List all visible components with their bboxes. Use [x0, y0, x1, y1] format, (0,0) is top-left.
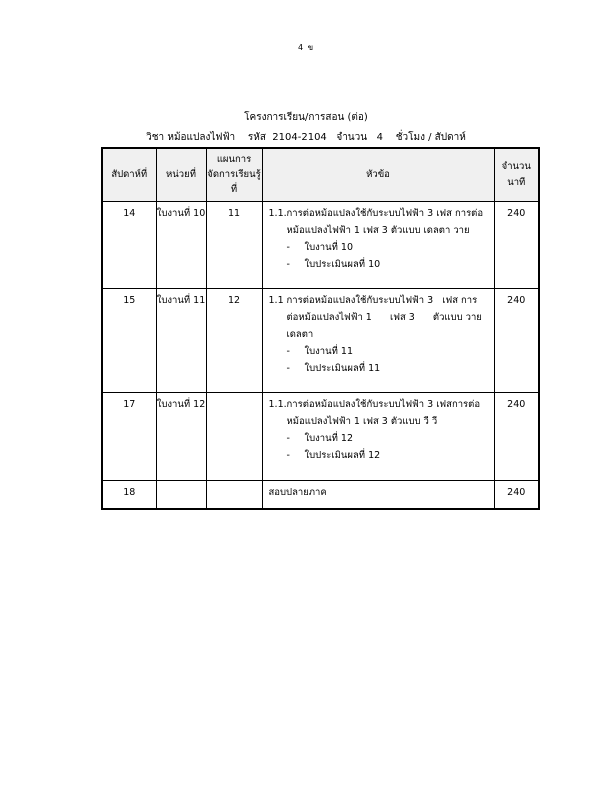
table-row: [102, 288, 539, 392]
minutes-cell: 240: [494, 480, 539, 509]
dash-bullet-icon: -: [286, 362, 290, 374]
worksheet-item: ใบงานที่ 12: [304, 432, 354, 444]
header-plan: แผนการจัดการเรียนรู้ที่: [206, 148, 262, 201]
table-header-row: [102, 148, 539, 201]
topic-text: การต่อหม้อแปลงใช้กับระบบไฟฟ้า 3 เฟส การต่อหม้อแปลงไฟฟ้า 1 เฟส 3 ตัวแบบ วาย เดลตา: [286, 294, 485, 340]
schedule-table: [101, 147, 540, 510]
minutes-cell: 240: [494, 288, 539, 392]
evaluation-item: ใบประเมินผลที่ 12: [304, 449, 381, 461]
plan-cell: 11: [206, 201, 262, 288]
topic-cell: [262, 288, 494, 392]
topic-cell: [262, 201, 494, 288]
header-unit: หน่วยที่: [156, 148, 206, 201]
header-topic: หัวข้อ: [262, 148, 494, 201]
plan-cell: [206, 480, 262, 509]
page-number: 4 ข: [297, 43, 315, 52]
week-cell: 15: [102, 288, 156, 392]
unit-cell: ใบงานที่ 10: [156, 201, 206, 288]
table-row: [102, 201, 539, 288]
topic-cell: [262, 392, 494, 480]
table-row: [102, 392, 539, 480]
dash-bullet-icon: -: [286, 241, 290, 253]
dash-bullet-icon: -: [286, 258, 290, 270]
topic-text: การต่อหม้อแปลงใช้กับระบบไฟฟ้า 3 เฟสการต่อหม้อแปลงไฟฟ้า 1 เฟส 3 ตัวแบบ วี วี: [286, 398, 481, 427]
unit-cell: [156, 480, 206, 509]
unit-cell: ใบงานที่ 12: [156, 392, 206, 480]
dash-bullet-icon: -: [286, 345, 290, 357]
dash-bullet-icon: -: [286, 449, 290, 461]
unit-cell: ใบงานที่ 11: [156, 288, 206, 392]
week-cell: 18: [102, 480, 156, 509]
minutes-cell: 240: [494, 201, 539, 288]
table-row: [102, 480, 539, 509]
minutes-cell: 240: [494, 392, 539, 480]
topic-number: 1.1.: [268, 398, 287, 410]
course-subtitle: วิชา หม้อแปลงไฟฟ้า รหัส 2104-2104 จำนวน 4 ชั่วโมง / สัปดาห์: [146, 132, 466, 143]
topic-text: การต่อหม้อแปลงใช้กับระบบไฟฟ้า 3 เฟส การต่อหม้อแปลงไฟฟ้า 1 เฟส 3 ตัวแบบ เดลตา วาย: [286, 207, 484, 236]
topic-number: 1.1.: [268, 207, 287, 219]
week-cell: 14: [102, 201, 156, 288]
evaluation-item: ใบประเมินผลที่ 10: [304, 258, 381, 270]
document-title: โครงการเรียน/การสอน (ต่อ): [244, 112, 368, 123]
topic-number: 1.1: [268, 294, 284, 306]
header-minutes: จำนวนนาที: [494, 148, 539, 201]
plan-cell: 12: [206, 288, 262, 392]
evaluation-item: ใบประเมินผลที่ 11: [304, 362, 381, 374]
plan-cell: [206, 392, 262, 480]
dash-bullet-icon: -: [286, 432, 290, 444]
worksheet-item: ใบงานที่ 11: [304, 345, 354, 357]
worksheet-item: ใบงานที่ 10: [304, 241, 354, 253]
header-week: สัปดาห์ที่: [102, 148, 156, 201]
topic-cell: สอบปลายภาค: [262, 480, 494, 509]
week-cell: 17: [102, 392, 156, 480]
